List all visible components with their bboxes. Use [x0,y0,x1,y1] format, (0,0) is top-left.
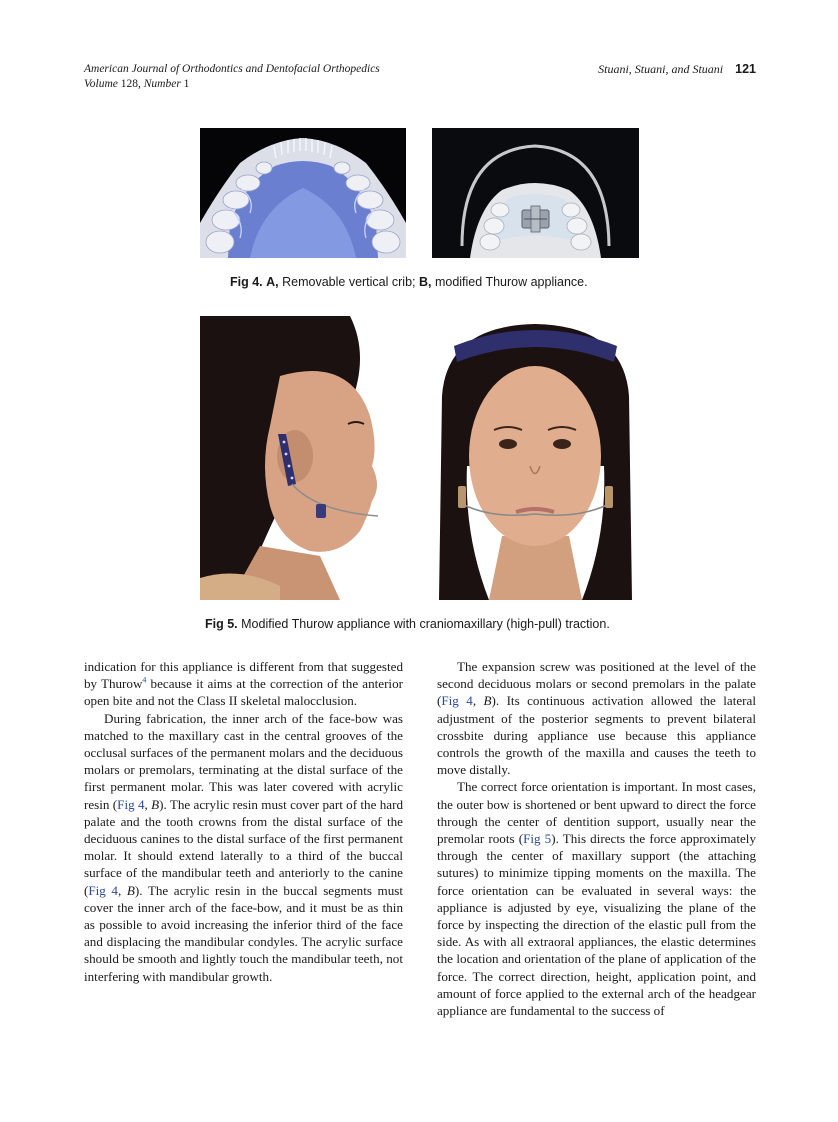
issue-number: 1 [183,78,190,90]
fig4-part-a: A, [266,275,279,289]
text-run: The correct force orientation is important. In most cases, the outer bow is shortened or bent upward to direct the force through the center of dentition support, usually near the premolar roots ( [437,779,756,847]
reference-4[interactable]: 4 [142,675,147,685]
journal-info [84,62,380,92]
left-paragraph-2 [84,710,403,985]
fig5-caption [205,616,610,632]
fig4-label: Fig 4. [230,275,263,289]
fig5-text: Modified Thurow appliance with craniomaxillary (high-pull) traction. [237,617,610,631]
fig5-photo-frontal [432,316,639,600]
running-authors: Stuani, Stuani, and Stuani [598,62,724,76]
journal-title: American Journal of Orthodontics and Dentofacial Orthopedics [84,63,380,75]
italic-run: B [126,882,135,898]
fig5-link[interactable]: Fig 5 [523,831,552,847]
text-run: The expansion screw was positioned at the level of the second deciduous molars or second premolars in the palate ( [437,659,756,709]
volume-line [84,77,380,92]
right-paragraph-1 [437,658,756,778]
text-run: , [472,693,484,709]
text-run: ). Its continuous activation allowed the lateral adjustment of the posterior segments to prevent bilateral crossbite during appliance use because this appliance controls the growth of the maxilla and causes the teeth to move distally. [437,693,756,778]
text-run: indication for this appliance is different from that suggested by Thurow [84,659,403,692]
fig4-text-a: Removable vertical crib; [278,275,416,289]
fig4-text-b: modified Thurow appliance. [431,275,588,289]
fig4-caption [230,274,588,290]
volume-number: 128, [120,78,141,90]
fig4-link[interactable]: Fig 4 [88,882,118,898]
text-run: because it aims at the correction of the anterior open bite and not the Class II skeletal malocclusion. [84,676,403,709]
text-run: ). The acrylic resin in the buccal segments must cover the inner arch of the face-bow, and it must be as thin as possible to avoid increasing the inferior third of the face and displacing the mandibular condyles. The acrylic surface should be smooth and lightly touch the mandibular teeth, not interfering with mandibular growth. [84,882,403,984]
fig4a-photo-vertical-crib [200,128,406,258]
running-head [84,62,756,96]
fig5-label: Fig 5. [205,617,238,631]
text-run: , [144,796,152,812]
volume-label: Volume [84,78,118,90]
italic-run: B [483,693,492,709]
fig4-link[interactable]: Fig 4 [441,693,473,709]
fig4-link[interactable]: Fig 4 [117,796,145,812]
left-paragraph-1 [84,658,403,710]
fig5-photo-profile [200,316,408,600]
italic-run: B [151,796,160,812]
fig4b-photo-thurow-appliance [432,128,639,258]
right-column [437,658,756,1019]
right-paragraph-2 [437,778,756,1019]
text-run: ). The acrylic resin must cover part of the hard palate and the tooth crowns from the distal surface of the deciduous canines to the distal surface of the first permanent molar. It should extend laterally to a third of the buccal surface of the mandibular teeth and anteriorly to the canine ( [84,796,404,898]
number-label: Number [143,78,181,90]
text-run: ). This directs the force approximately through the center of maxillary support (the attaching sutures) to minimize tipping moments on the maxilla. The force orientation can be evaluated in several ways: the appliance is adjusted by eye, visualizing the plane of the force by inspecting the direction of the elastic pull from the side. As with all extraoral appliances, the elastic determines the location and orientation of the plane of application of the force. The correct direction, height, application point, and amount of force applied to the external arch of the headgear appliance are fundamental to the success of [437,831,756,1019]
text-run: During fabrication, the inner arch of the face-bow was matched to the maxillary cast in the central grooves of the occlusal surfaces of the permanent molars and the deciduous molars or premolars, terminating at the distal surface of the first permanent molar. This was later covered with acrylic resin ( [84,710,403,812]
fig4-part-b: B, [415,275,432,289]
author-page [598,62,756,77]
page-number: 121 [735,62,756,76]
left-column [84,658,403,985]
text-run: , [117,882,127,898]
